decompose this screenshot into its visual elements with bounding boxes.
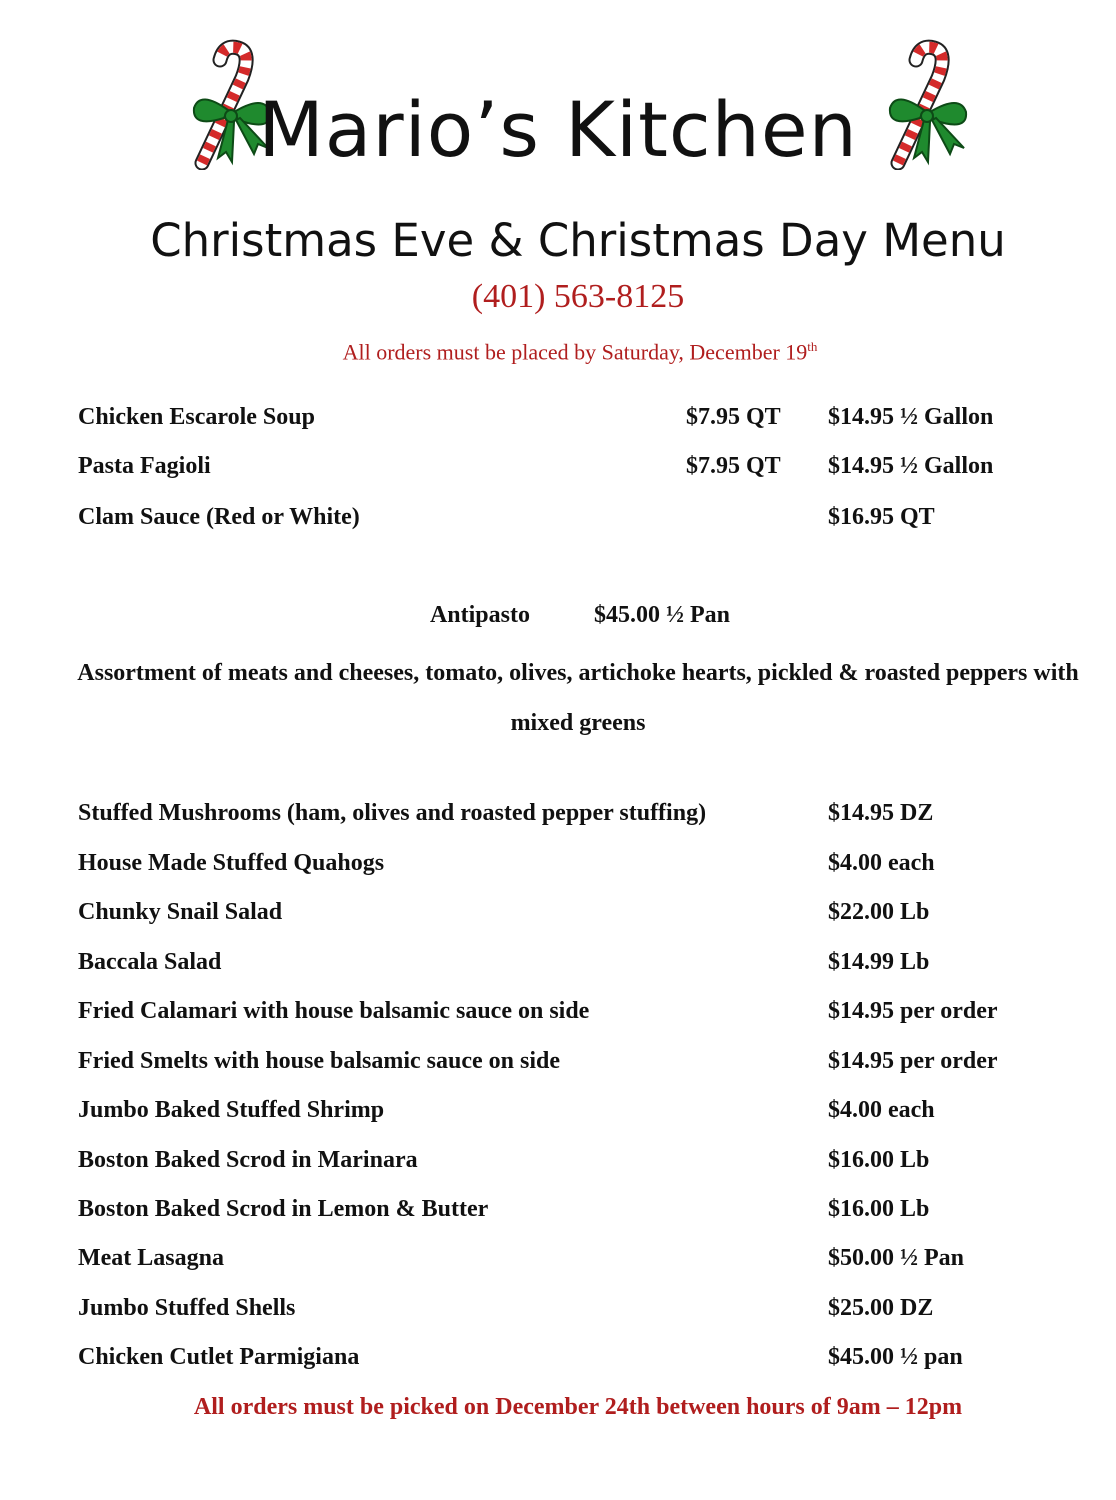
menu-row: [78, 451, 1078, 481]
item-price: $14.95 ½ Gallon: [828, 453, 994, 479]
item-price: $25.00 DZ: [828, 1295, 934, 1321]
menu-row: [78, 502, 1078, 532]
menu-row: [78, 1095, 1078, 1125]
pickup-notice: All orders must be picked on December 24th between hours of 9am – 12pm: [193, 1394, 963, 1420]
item-price-quart: $7.95 QT: [686, 453, 781, 479]
item-name: Stuffed Mushrooms (ham, olives and roasted pepper stuffing): [78, 800, 707, 826]
menu-row: [78, 1293, 1078, 1323]
menu-row: [78, 947, 1078, 977]
item-price: $14.95 per order: [828, 1048, 998, 1074]
item-name: Chicken Cutlet Parmigiana: [78, 1344, 360, 1370]
item-price-quart: $7.95 QT: [686, 404, 781, 430]
menu-row: [78, 897, 1078, 927]
antipasto-price: $45.00 ½ Pan: [594, 602, 731, 628]
menu-row: [78, 1046, 1078, 1076]
antipasto-description: Assortment of meats and cheeses, tomato, olives, artichoke hearts, pickled & roasted peppers with mixed greens: [77, 660, 1079, 736]
order-deadline-text: All orders must be placed by Saturday, December 19: [342, 339, 808, 365]
item-name: Baccala Salad: [78, 949, 222, 975]
menu-row: [78, 1145, 1078, 1175]
item-name: Meat Lasagna: [78, 1245, 224, 1271]
menu-row: [78, 402, 1078, 432]
item-name: Jumbo Stuffed Shells: [78, 1295, 296, 1321]
menu-row: [78, 1194, 1078, 1224]
menu-row: [78, 848, 1078, 878]
item-name: Boston Baked Scrod in Marinara: [78, 1147, 418, 1173]
antipasto-name: Antipasto: [429, 602, 530, 628]
item-price: $45.00 ½ pan: [828, 1344, 963, 1370]
item-name: Fried Calamari with house balsamic sauce on side: [78, 998, 590, 1024]
item-price: $50.00 ½ Pan: [828, 1245, 965, 1271]
menu-row: [78, 1342, 1078, 1372]
item-price: $14.95 DZ: [828, 800, 934, 826]
item-price: $14.95 ½ Gallon: [828, 404, 994, 430]
item-name: Chunky Snail Salad: [78, 899, 283, 925]
antipasto-heading: [0, 600, 1116, 630]
item-price: $16.00 Lb: [828, 1196, 930, 1222]
item-name: Pasta Fagioli: [78, 453, 211, 479]
item-price: $22.00 Lb: [828, 899, 930, 925]
item-name: Chicken Escarole Soup: [78, 404, 315, 430]
item-price: $4.00 each: [828, 1097, 935, 1123]
menu-row: [78, 1243, 1078, 1273]
item-price: $16.95 QT: [828, 504, 935, 530]
order-deadline: [0, 340, 1116, 363]
item-name: Jumbo Baked Stuffed Shrimp: [78, 1097, 385, 1123]
phone-number: (401) 563-8125: [471, 278, 685, 315]
menu-subtitle: Christmas Eve & Christmas Day Menu: [150, 214, 1006, 267]
menu-row: [78, 996, 1078, 1026]
menu-row: [78, 798, 1078, 828]
item-price: $14.99 Lb: [828, 949, 930, 975]
item-name: House Made Stuffed Quahogs: [78, 850, 385, 876]
item-price: $16.00 Lb: [828, 1147, 930, 1173]
restaurant-name: Mario’s Kitchen: [258, 85, 858, 174]
item-price: $4.00 each: [828, 850, 935, 876]
item-name: Boston Baked Scrod in Lemon & Butter: [78, 1196, 489, 1222]
item-name: Clam Sauce (Red or White): [78, 504, 360, 530]
item-name: Fried Smelts with house balsamic sauce on side: [78, 1048, 561, 1074]
order-deadline-suffix: th: [807, 339, 818, 354]
item-price: $14.95 per order: [828, 998, 998, 1024]
